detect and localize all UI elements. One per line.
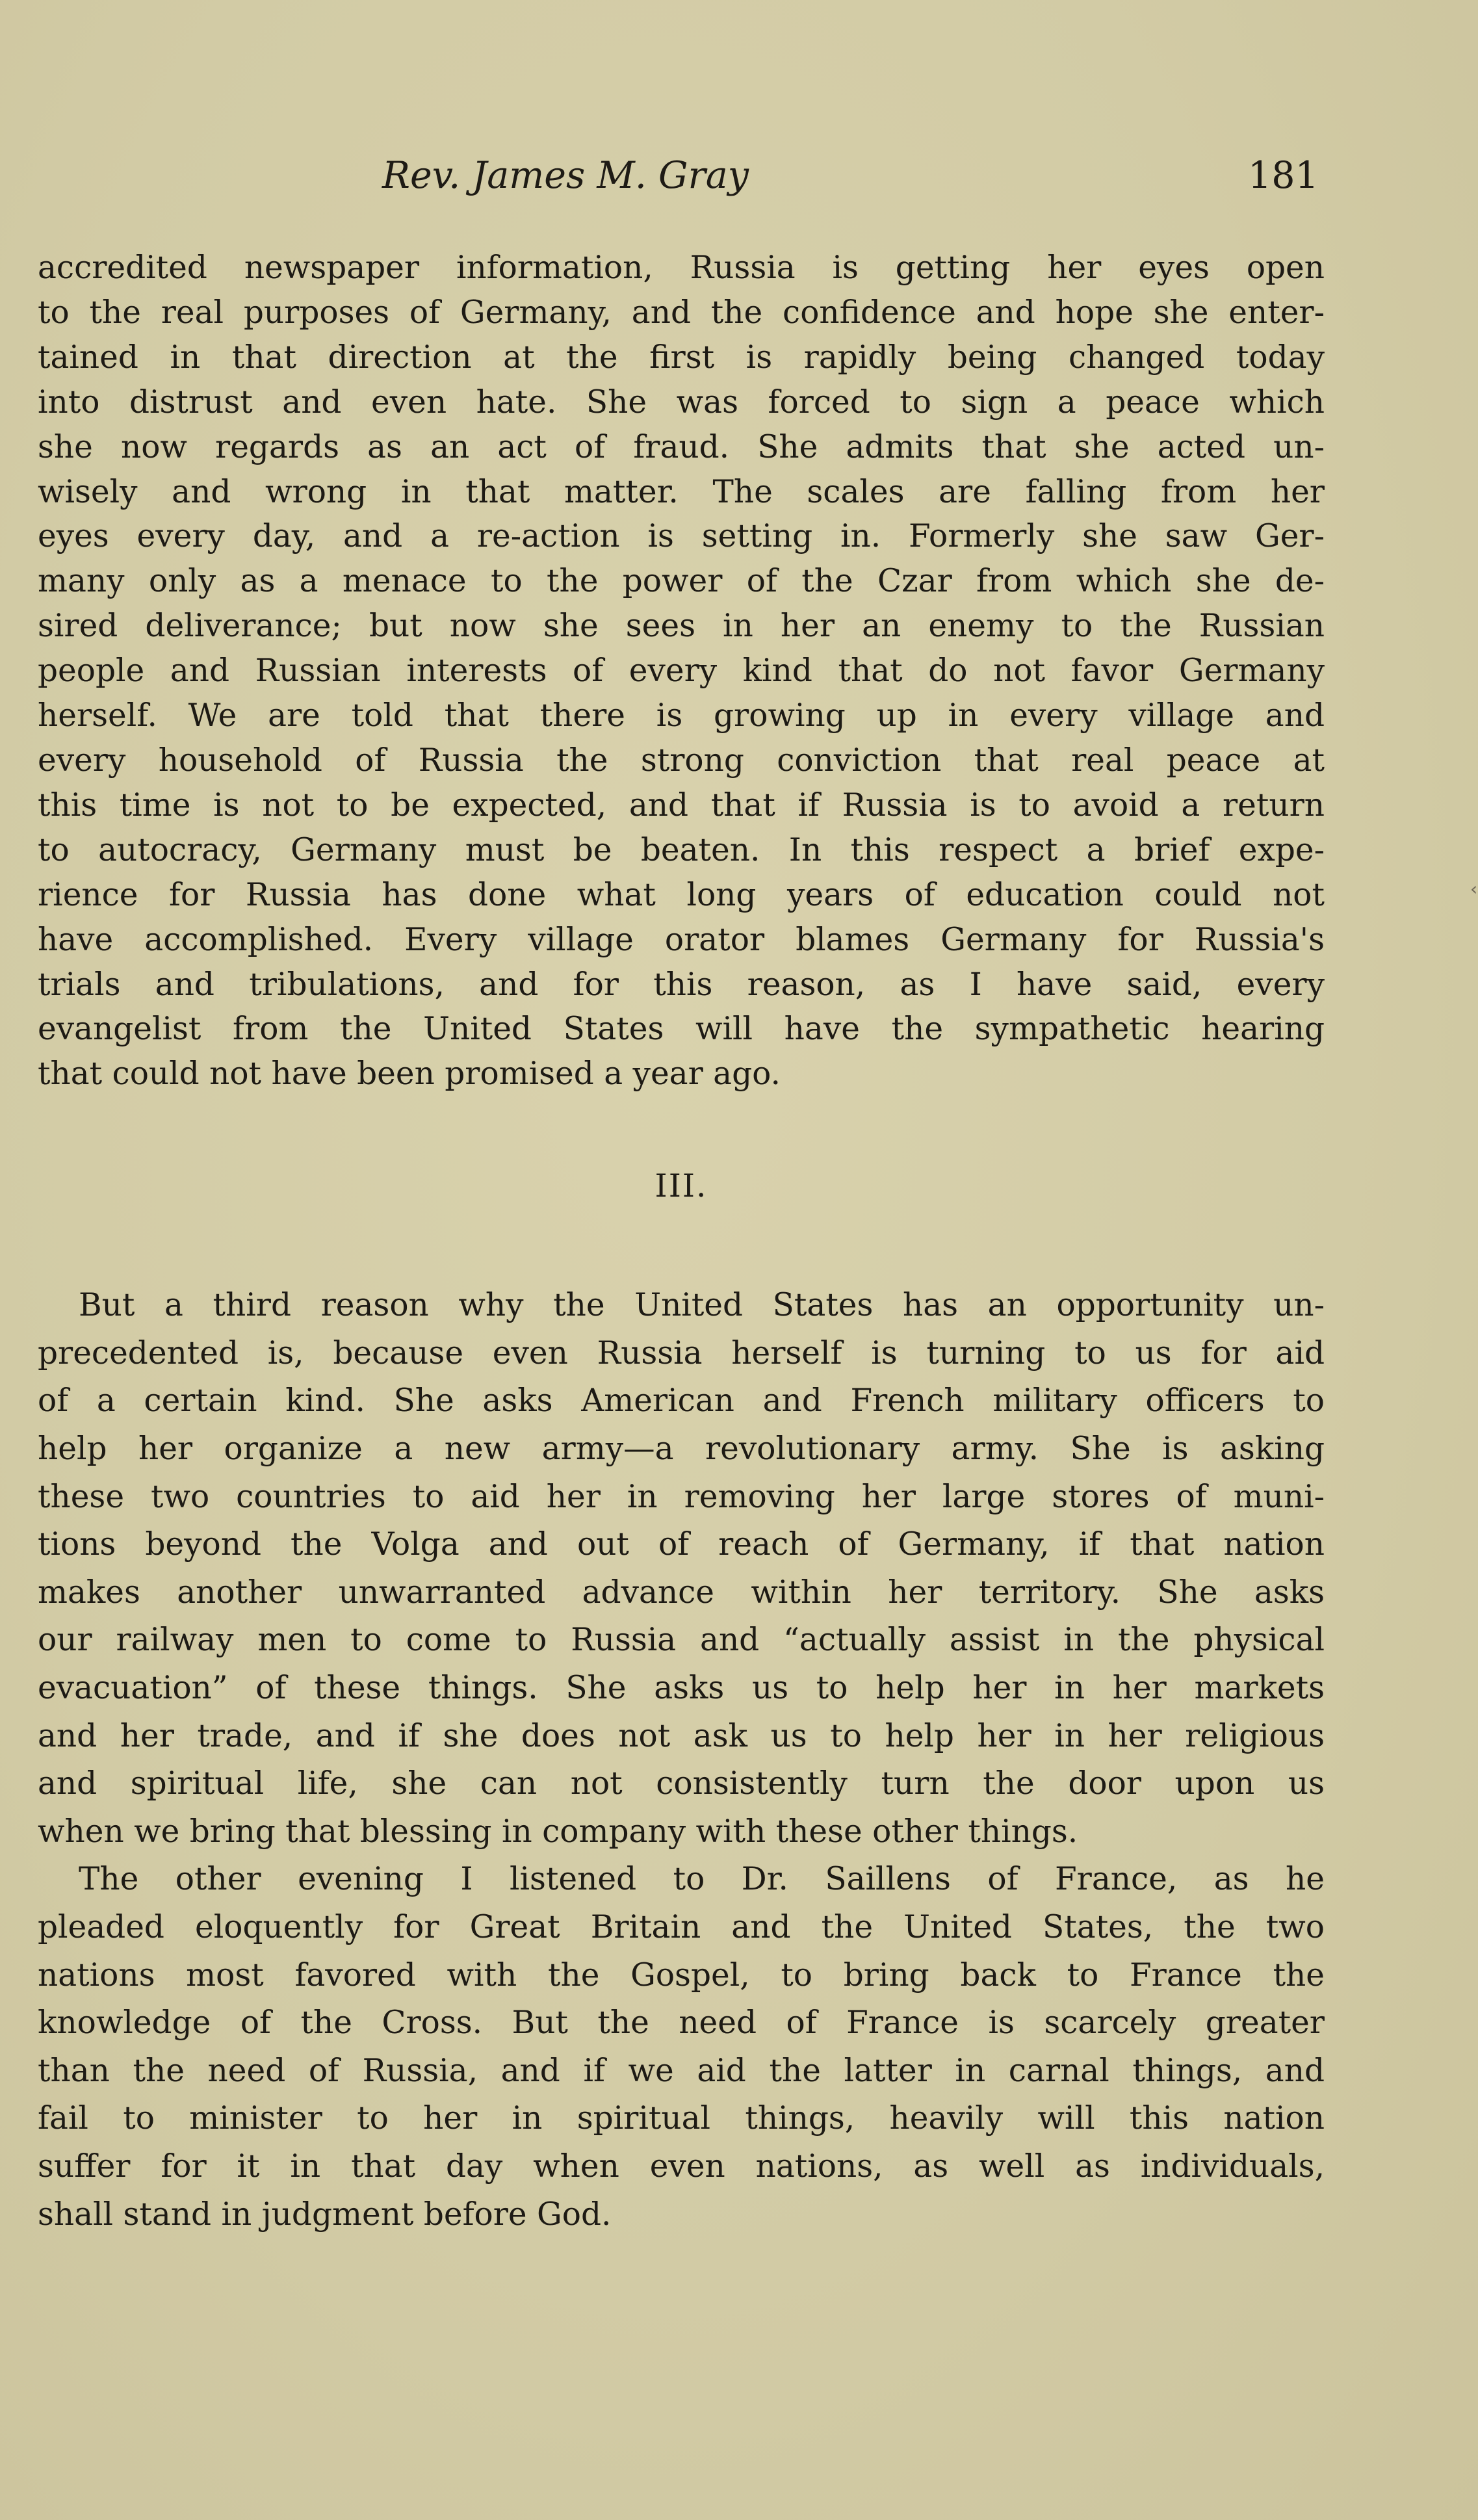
body-text bbox=[38, 246, 1325, 2239]
text-line: precedented is, because even Russia herself is turning to us for aid bbox=[38, 1334, 1325, 1371]
text-line: that could not have been promised a year ago. bbox=[38, 1056, 781, 1093]
text-line: to autocracy, Germany must be beaten. In this respect a brief expe- bbox=[38, 831, 1325, 868]
paragraph bbox=[38, 1856, 1325, 2239]
text-line: and her trade, and if she does not ask us to help her in her religious bbox=[38, 1717, 1325, 1754]
text-line: shall stand in judgment before God. bbox=[38, 2196, 612, 2233]
text-line: many only as a menace to the power of the Czar from which she de- bbox=[38, 563, 1325, 600]
section-heading: III. bbox=[655, 1168, 708, 1205]
text-line: accredited newspaper information, Russia is getting her eyes open bbox=[38, 250, 1325, 286]
text-line: of a certain kind. She asks American and French military officers to bbox=[38, 1383, 1325, 1420]
text-line: she now regards as an act of fraud. She admits that she acted un- bbox=[38, 428, 1325, 465]
text-line: herself. We are told that there is growing up in every village and bbox=[38, 697, 1325, 734]
text-line: evacuation” of these things. She asks us to help her in her markets bbox=[38, 1669, 1325, 1706]
text-line: every household of Russia the strong conviction that real peace at bbox=[38, 742, 1325, 779]
text-line: knowledge of the Cross. But the need of France is scarcely greater bbox=[38, 2005, 1325, 2042]
text-line: eyes every day, and a re-action is setting in. Formerly she saw Ger- bbox=[38, 518, 1325, 555]
text-line: people and Russian interests of every kind that do not favor Germany bbox=[38, 653, 1325, 690]
running-title: Rev. James M. Gray bbox=[382, 154, 749, 197]
text-line: pleaded eloquently for Great Britain and the United States, the two bbox=[38, 1908, 1325, 1945]
text-line: to the real purposes of Germany, and the confidence and hope she enter- bbox=[38, 294, 1325, 331]
text-line: nations most favored with the Gospel, to bring back to France the bbox=[38, 1956, 1325, 1994]
text-line: these two countries to aid her in removing her large stores of muni- bbox=[38, 1478, 1325, 1515]
text-line: when we bring that blessing in company with these other things. bbox=[38, 1813, 1078, 1850]
text-line: and spiritual life, she can not consistently turn the door upon us bbox=[38, 1765, 1325, 1802]
text-line: sired deliverance; but now she sees in her an enemy to the Russian bbox=[38, 608, 1325, 645]
text-line: rience for Russia has done what long years of education could not bbox=[38, 876, 1325, 913]
text-line: this time is not to be expected, and that if Russia is to avoid a return bbox=[38, 786, 1325, 824]
text-line: than the need of Russia, and if we aid the latter in carnal things, and bbox=[38, 2052, 1325, 2089]
text-line: tions beyond the Volga and out of reach of Germany, if that nation bbox=[38, 1526, 1325, 1563]
paragraph bbox=[38, 1282, 1325, 1856]
text-line: our railway men to come to Russia and “actually assist in the physical bbox=[38, 1622, 1325, 1659]
text-line: evangelist from the United States will have the sympathetic hearing bbox=[38, 1011, 1325, 1048]
text-line: trials and tribulations, and for this reason, as I have said, every bbox=[38, 966, 1325, 1003]
running-header bbox=[0, 149, 1478, 201]
text-line: The other evening I listened to Dr. Saillens of France, as he bbox=[79, 1861, 1325, 1898]
text-line: fail to minister to her in spiritual things, heavily will this nation bbox=[38, 2100, 1325, 2137]
text-line: have accomplished. Every village orator blames Germany for Russia's bbox=[38, 921, 1325, 958]
page-number: 181 bbox=[1248, 154, 1319, 197]
text-line: help her organize a new army—a revolutionary army. She is asking bbox=[38, 1431, 1325, 1467]
page-edge-mark: ‹ bbox=[1470, 881, 1478, 897]
text-line: suffer for it in that day when even nations, as well as individuals, bbox=[38, 2148, 1325, 2185]
text-line: into distrust and even hate. She was forced to sign a peace which bbox=[38, 383, 1325, 421]
paragraph-continued bbox=[38, 246, 1325, 1097]
text-line: wisely and wrong in that matter. The scales are falling from her bbox=[38, 473, 1325, 510]
text-line: tained in that direction at the first is rapidly being changed today bbox=[38, 339, 1325, 376]
text-line: makes another unwarranted advance within her territory. She asks bbox=[38, 1574, 1325, 1611]
text-line: But a third reason why the United States has an opportunity un- bbox=[79, 1287, 1325, 1324]
